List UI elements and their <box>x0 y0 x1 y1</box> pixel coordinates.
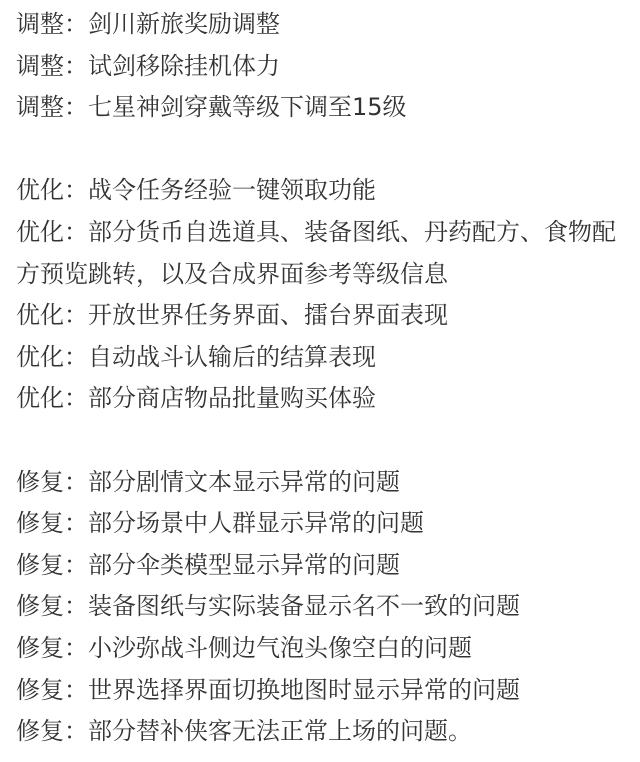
item-prefix: 修复： <box>16 509 88 538</box>
item-text: 部分场景中人群显示异常的问题 <box>88 509 424 538</box>
optimizations-section <box>16 170 632 420</box>
item-prefix: 修复： <box>16 467 88 496</box>
list-item <box>16 462 632 504</box>
item-prefix: 修复： <box>16 675 88 704</box>
list-item <box>16 87 632 129</box>
item-text: 开放世界任务界面、擂台界面表现 <box>88 301 448 330</box>
list-item <box>16 545 632 587</box>
list-item <box>16 586 632 628</box>
adjustments-section <box>16 4 632 129</box>
item-prefix: 优化： <box>16 384 88 413</box>
item-text: 部分货币自选道具、装备图纸、丹药配方、食物配方预览跳转，以及合成界面参考等级信息 <box>16 217 616 288</box>
item-text: 部分剧情文本显示异常的问题 <box>88 467 400 496</box>
item-text: 自动战斗认输后的结算表现 <box>88 342 376 371</box>
section-gap <box>16 420 632 462</box>
list-item <box>16 46 632 88</box>
item-text: 世界选择界面切换地图时显示异常的问题 <box>88 675 520 704</box>
item-prefix: 修复： <box>16 633 88 662</box>
section-gap <box>16 129 632 171</box>
list-item <box>16 337 632 379</box>
list-item <box>16 212 632 295</box>
list-item <box>16 378 632 420</box>
list-item <box>16 4 632 46</box>
item-prefix: 优化： <box>16 176 88 205</box>
item-text: 剑川新旅奖励调整 <box>88 10 280 38</box>
item-text: 小沙弥战斗侧边气泡头像空白的问题 <box>88 633 472 662</box>
item-prefix: 修复： <box>16 717 88 746</box>
item-text: 部分商店物品批量购买体验 <box>88 384 376 413</box>
item-prefix: 优化： <box>16 301 88 330</box>
list-item <box>16 170 632 212</box>
list-item <box>16 628 632 670</box>
item-prefix: 调整： <box>16 10 88 38</box>
item-prefix: 优化： <box>16 342 88 371</box>
list-item <box>16 670 632 712</box>
list-item <box>16 503 632 545</box>
item-prefix: 优化： <box>16 217 88 246</box>
item-prefix: 修复： <box>16 592 88 621</box>
list-item <box>16 711 632 753</box>
patch-notes <box>16 4 632 753</box>
item-text: 部分替补侠客无法正常上场的问题。 <box>88 717 472 746</box>
item-text: 部分伞类模型显示异常的问题 <box>88 550 400 579</box>
item-prefix: 修复： <box>16 550 88 579</box>
fixes-section <box>16 462 632 753</box>
item-prefix: 调整： <box>16 93 88 122</box>
item-prefix: 调整： <box>16 51 88 80</box>
list-item <box>16 295 632 337</box>
item-text: 七星神剑穿戴等级下调至15级 <box>88 93 407 122</box>
item-text: 试剑移除挂机体力 <box>88 51 280 80</box>
item-text: 装备图纸与实际装备显示名不一致的问题 <box>88 592 520 621</box>
item-text: 战令任务经验一键领取功能 <box>88 176 376 205</box>
